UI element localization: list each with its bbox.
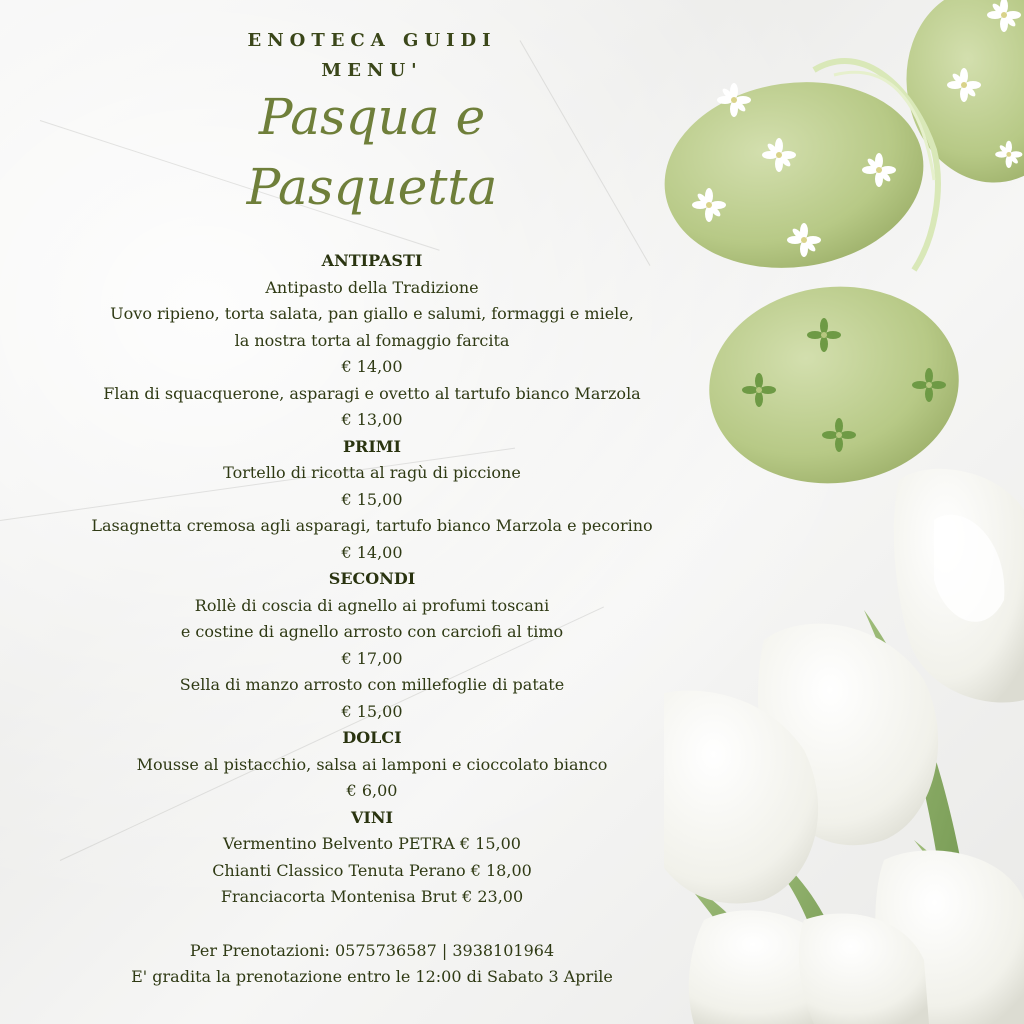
section-heading: DOLCI xyxy=(342,728,402,747)
section-heading: ANTIPASTI xyxy=(321,251,423,270)
spacer xyxy=(0,911,744,938)
menu-item-text: Uovo ripieno, torta salata, pan giallo e salumi, formaggi e miele, xyxy=(110,304,634,323)
title-line-1: Pasqua e xyxy=(258,88,486,146)
menu-price: € 15,00 xyxy=(341,701,403,721)
section-heading: PRIMI xyxy=(342,436,401,456)
menu-lines xyxy=(0,248,744,991)
section-heading: SECONDI xyxy=(328,569,416,588)
menu-price: € 13,00 xyxy=(341,410,403,429)
menu-item-text: Rollè di coscia di agnello ai profumi toscani xyxy=(194,595,550,615)
menu-item-text: Vermentino Belvento PETRA € 15,00 xyxy=(223,834,521,853)
menu-price: € 6,00 xyxy=(346,781,398,800)
menu-item-text: Tortello di ricotta al ragù di piccione xyxy=(223,463,521,482)
menu-item-text: Mousse al pistacchio, salsa ai lamponi e cioccolato bianco xyxy=(136,754,608,774)
menu-item-text: la nostra torta al fomaggio farcita xyxy=(234,330,510,350)
menu-item-text: E' gradita la prenotazione entro le 12:00 di Sabato 3 Aprile xyxy=(131,967,613,986)
menu-price: € 15,00 xyxy=(341,489,403,509)
menu-item-text: Lasagnetta cremosa agli asparagi, tartufo bianco Marzola e pecorino xyxy=(91,516,653,535)
restaurant-name: ENOTECA GUIDI xyxy=(247,30,497,51)
menu-item-text: Flan di squacquerone, asparagi e ovetto al tartufo bianco Marzola xyxy=(103,383,641,403)
menu-item-text: e costine di agnello arrosto con carciofi al timo xyxy=(180,622,564,641)
menu-price: € 14,00 xyxy=(341,357,403,376)
menu-price: € 17,00 xyxy=(341,648,403,668)
menu-label: MENU' xyxy=(321,60,423,81)
menu-price: € 14,00 xyxy=(341,542,403,562)
section-heading: VINI xyxy=(350,807,393,827)
title-line-2: Pasquetta xyxy=(246,158,498,216)
menu-item-text: Sella di manzo arrosto con millefoglie di patate xyxy=(179,675,565,694)
menu-item-text: Antipasto della Tradizione xyxy=(265,277,479,297)
menu-item-text: Chianti Classico Tenuta Perano € 18,00 xyxy=(212,860,532,880)
menu-item-text: Per Prenotazioni: 0575736587 | 3938101964 xyxy=(189,940,555,960)
menu-item-text: Franciacorta Montenisa Brut € 23,00 xyxy=(220,887,524,906)
